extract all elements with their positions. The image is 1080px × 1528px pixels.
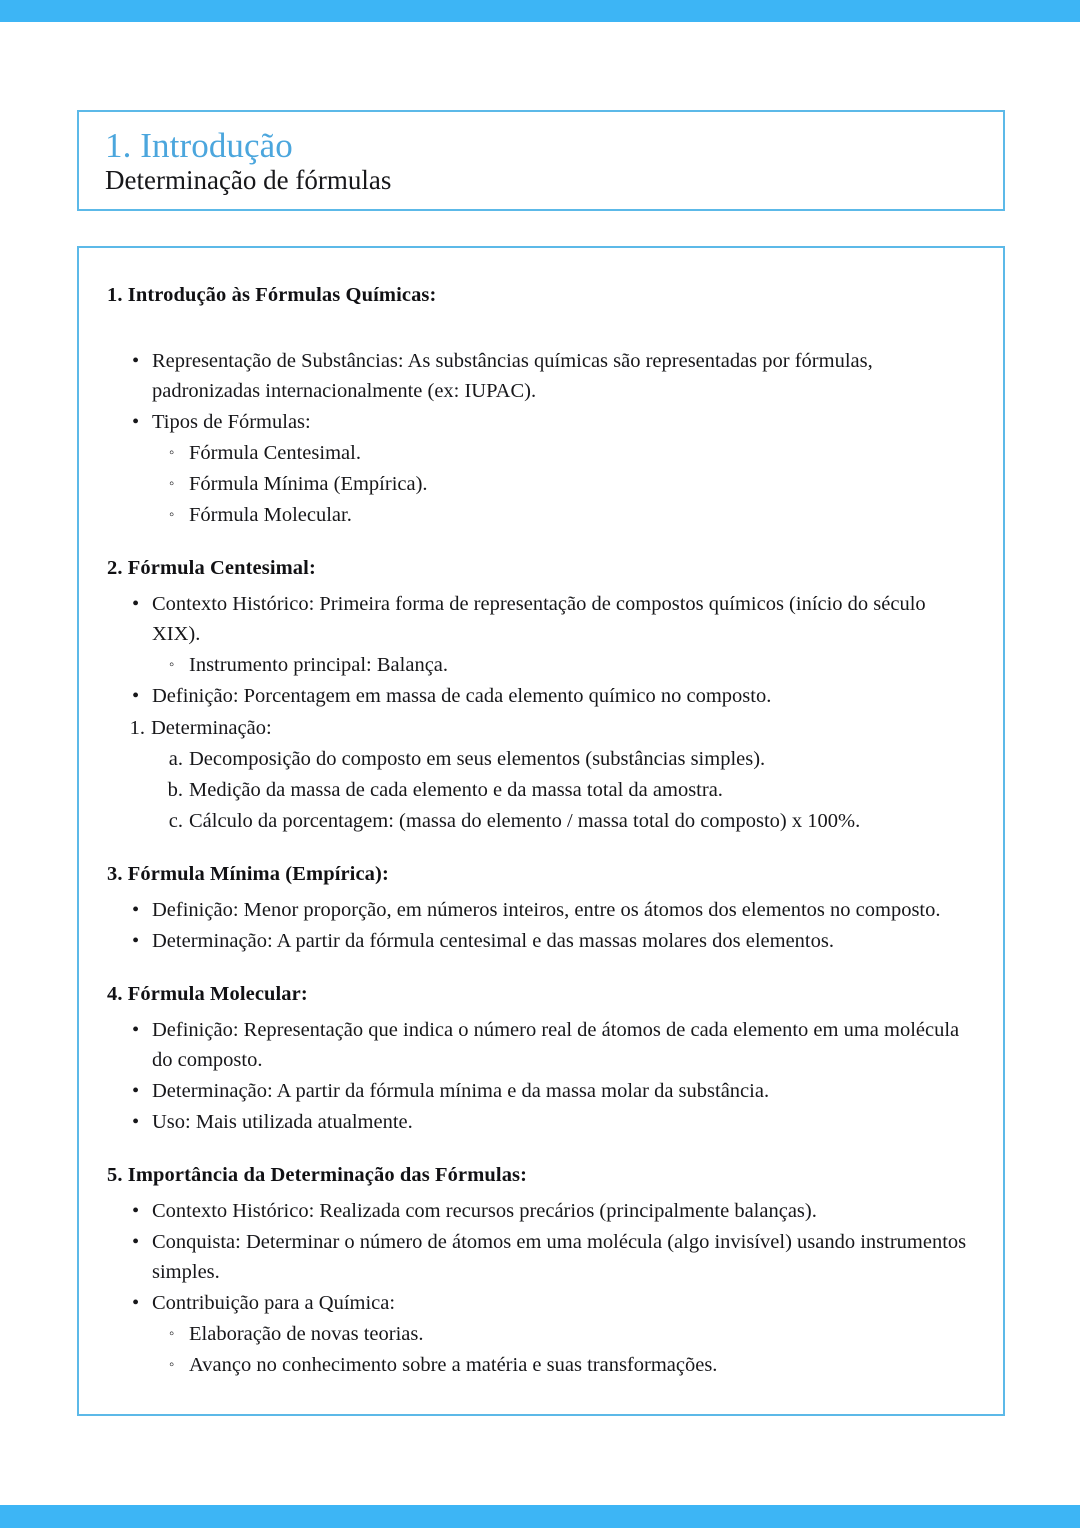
disc-bullet-icon: • [132,349,140,372]
list-item [107,926,973,956]
list-item [107,407,973,437]
document-header-box [77,110,1005,211]
bullet-list-level-1 [107,895,973,956]
list-item-text: Cálculo da porcentagem: (massa do elemento / massa total do composto) x 100%. [189,809,861,832]
circle-bullet-icon: ◦ [169,507,175,524]
list-item [107,895,973,925]
spacer [107,530,973,555]
disc-bullet-icon: • [132,1018,140,1041]
spacer [107,1137,973,1162]
list-item-text: Fórmula Mínima (Empírica). [189,473,428,496]
section-formula-centesimal [107,555,973,836]
list-item [107,1015,973,1075]
disc-bullet-icon: • [132,593,140,616]
list-item [107,775,973,805]
disc-bullet-icon: • [132,1230,140,1253]
list-item-text: Fórmula Molecular. [189,504,352,527]
section-heading: 3. Fórmula Mínima (Empírica): [107,863,389,886]
circle-bullet-icon: ◦ [169,445,175,462]
section-introducao-formulas-quimicas [107,282,973,530]
list-item [107,681,973,711]
list-marker: c. [168,809,183,832]
list-item [107,438,973,468]
list-marker: a. [168,747,183,770]
spacer [107,956,973,981]
bullet-list-level-1 [107,346,973,437]
list-item-text: Contexto Histórico: Primeira forma de representação de compostos químicos (início do século XIX). [152,593,926,646]
list-item-text: Determinação: A partir da fórmula centesimal e das massas molares dos elementos. [152,929,834,952]
bullet-list-level-1 [107,681,973,711]
list-item-text: Elaboração de novas teorias. [189,1323,424,1346]
section-heading: 4. Fórmula Molecular: [107,982,308,1005]
disc-bullet-icon: • [132,929,140,952]
list-item [107,1227,973,1287]
list-item-text: Definição: Menor proporção, em números inteiros, entre os átomos dos elementos no composto. [152,898,941,921]
list-item-text: Representação de Substâncias: As substâncias químicas são representadas por fórmulas, padronizadas internacionalmente (ex: IUPAC). [152,349,873,402]
bullet-list-level-1 [107,1015,973,1138]
bullet-list-level-1 [107,589,973,649]
list-item [107,500,973,530]
list-item [107,1350,973,1380]
bullet-list-level-2 [107,650,973,680]
list-item [107,744,973,774]
list-item-text: Tipos de Fórmulas: [152,410,311,433]
disc-bullet-icon: • [132,1079,140,1102]
disc-bullet-icon: • [132,410,140,433]
list-item-text: Determinação: [151,716,272,739]
spacer [107,836,973,861]
list-item-text: Definição: Representação que indica o número real de átomos de cada elemento em uma molécula do composto. [152,1018,960,1071]
list-item-text: Conquista: Determinar o número de átomos em uma molécula (algo invisível) usando instrumentos simples. [152,1230,967,1283]
section-heading: 1. Introdução às Fórmulas Químicas: [107,284,437,306]
disc-bullet-icon: • [132,1110,140,1133]
page-subtitle: Determinação de fórmulas [105,165,392,196]
spacer [107,1008,973,1014]
list-item [107,1288,973,1318]
section-formula-molecular [107,981,973,1137]
list-item [107,806,973,836]
bullet-list-level-2 [107,438,973,530]
disc-bullet-icon: • [132,685,140,708]
list-marker: 1. [129,716,145,739]
list-item [107,469,973,499]
bullet-list-level-2 [107,1319,973,1380]
section-formula-minima [107,861,973,956]
numbered-list [107,713,973,743]
list-marker: b. [167,778,183,801]
list-item-text: Fórmula Centesimal. [189,442,361,465]
spacer [107,1189,973,1195]
bullet-list-level-1 [107,1196,973,1319]
list-item-text: Instrumento principal: Balança. [189,654,449,677]
disc-bullet-icon: • [132,1292,140,1315]
lettered-list [107,744,973,836]
section-heading: 5. Importância da Determinação das Fórmulas: [107,1164,528,1187]
list-item-text: Avanço no conhecimento sobre a matéria e suas transformações. [189,1354,718,1377]
disc-bullet-icon: • [132,1199,140,1222]
circle-bullet-icon: ◦ [169,1326,175,1343]
circle-bullet-icon: ◦ [169,657,175,674]
page-bottom-accent-bar [0,1505,1080,1528]
list-item [107,1107,973,1137]
list-item [107,346,973,406]
list-item [107,713,973,743]
list-item [107,1319,973,1349]
section-heading: 2. Fórmula Centesimal: [107,557,316,580]
circle-bullet-icon: ◦ [169,1357,175,1374]
list-item [107,1196,973,1226]
list-item [107,1076,973,1106]
list-item [107,650,973,680]
list-item-text: Definição: Porcentagem em massa de cada elemento químico no composto. [152,685,772,708]
spacer [107,309,973,345]
page-title: 1. Introdução [105,126,293,165]
list-item-text: Medição da massa de cada elemento e da massa total da amostra. [189,778,723,801]
list-item-text: Determinação: A partir da fórmula mínima e da massa molar da substância. [152,1079,770,1102]
disc-bullet-icon: • [132,898,140,921]
spacer [107,888,973,894]
spacer [107,582,973,588]
list-item [107,589,973,649]
circle-bullet-icon: ◦ [169,476,175,493]
document-content-box [77,246,1005,1416]
list-item-text: Contexto Histórico: Realizada com recursos precários (principalmente balanças). [152,1199,817,1222]
list-item-text: Decomposição do composto em seus elementos (substâncias simples). [189,747,766,770]
list-item-text: Uso: Mais utilizada atualmente. [152,1110,413,1133]
section-importancia-determinacao [107,1162,973,1380]
list-item-text: Contribuição para a Química: [152,1292,396,1315]
page-top-accent-bar [0,0,1080,22]
